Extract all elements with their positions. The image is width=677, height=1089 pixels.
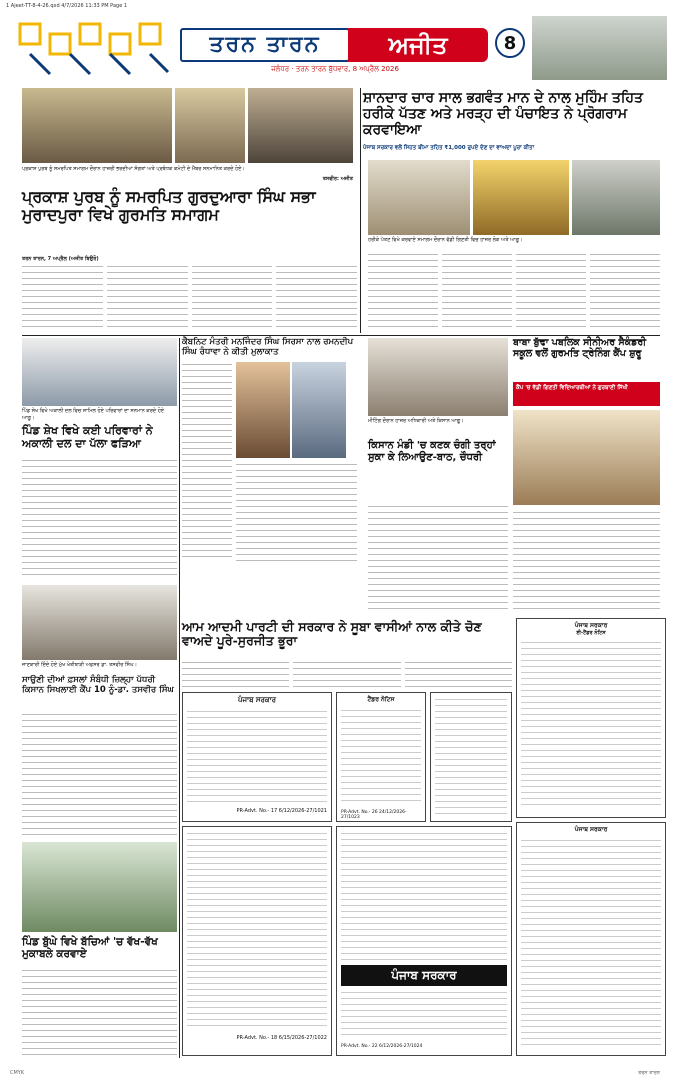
page-number: 8	[495, 28, 525, 58]
edition-dateline: ਜਲੰਧਰ · ਤਰਨ ਤਾਰਨ ਬੁੱਧਵਾਰ, 8 ਅਪ੍ਰੈਲ 2026	[271, 65, 399, 73]
masthead-title-band	[180, 28, 515, 62]
sports-photo	[22, 585, 177, 660]
lead-photo-caption: ਹਰੀਕੇ ਪੱਤਣ ਵਿਖੇ ਕਰਵਾਏ ਸਮਾਗਮ ਦੌਰਾਨ ਵੱਡੀ ਗਿਣਤੀ ਵਿਚ ਹਾਜ਼ਰ ਲੋਕ ਅਤੇ ਆਗੂ।	[368, 237, 523, 243]
baba-budha-photo	[513, 410, 660, 505]
pind-bugha-body-text	[22, 968, 177, 1056]
pind-shekh-body-text	[22, 458, 177, 580]
gurmat-body-text	[22, 264, 357, 332]
pind-shekh-headline: ਪਿੰਡ ਸ਼ੇਖ ਵਿਖੇ ਕਈ ਪਰਿਵਾਰਾਂ ਨੇ ਅਕਾਲੀ ਦਲ ਦਾ ਪੱਲਾ ਫੜਿਆ	[22, 424, 153, 450]
ad-1-pr-number: PR-Advt. No.- 17 6/12/2026-27/1021	[236, 808, 327, 814]
lead-body-text	[368, 252, 660, 332]
kisan-headline: ਕਿਸਾਨ ਮੰਡੀ 'ਚ ਕਣਕ ਚੰਗੀ ਤਰ੍ਹਾਂ ਸੁਕਾ ਕੇ ਲਿਆਉਣ-ਬਾਠ, ਚੌਧਰੀ	[368, 440, 496, 463]
gurdwara-photo-1	[22, 88, 172, 163]
ad-box-3	[430, 692, 512, 822]
pind-shekh-photo	[22, 338, 177, 406]
ad-box-5	[336, 826, 512, 1056]
cabinet-photo-2	[292, 362, 346, 458]
print-slug: 1 Ajeet-TT-8-4-26.qxd 4/7/2026 11:33 PM Page 1	[6, 3, 128, 9]
baba-budha-body-text	[513, 510, 660, 614]
cabinet-body-right	[236, 462, 357, 562]
right-notice-1-title: ਪੰਜਾਬ ਸਰਕਾਰ	[574, 622, 608, 629]
masthead-title-left: ਤਰਨ ਤਾਰਨ	[180, 28, 350, 62]
right-notice-1-sub: ਈ-ਟੈਂਡਰ ਨੋਟਿਸ	[576, 630, 606, 636]
masthead-title-right: ਅਜੀਤ	[348, 28, 488, 62]
pind-shekh-caption: ਪਿੰਡ ਸ਼ੇਖ ਵਿਖੇ ਅਕਾਲੀ ਦਲ ਵਿਚ ਸ਼ਾਮਿਲ ਹੋਏ ਪਰਿਵਾਰਾਂ ਦਾ ਸਨਮਾਨ ਕਰਦੇ ਹੋਏ ਆਗੂ।	[22, 408, 165, 421]
kisan-caption: ਮੀਟਿੰਗ ਦੌਰਾਨ ਹਾਜ਼ਰ ਅਧਿਕਾਰੀ ਅਤੇ ਕਿਸਾਨ ਆਗੂ।	[368, 418, 464, 424]
ad-2-title: ਟੈਂਡਰ ਨੋਟਿਸ	[367, 696, 395, 703]
right-notice-2-title: ਪੰਜਾਬ ਸਰਕਾਰ	[574, 826, 608, 833]
aap-body-text	[182, 660, 512, 690]
baba-budha-headline: ਬਾਬਾ ਬੁੱਢਾ ਪਬਲਿਕ ਸੀਨੀਅਰ ਸੈਕੰਡਰੀ ਸਕੂਲ ਵਲੋਂ ਗੁਰਮਤਿ ਟ੍ਰੇਨਿੰਗ ਕੈਂਪ ਸ਼ੁਰੂ	[513, 337, 647, 359]
gurmat-headline: ਪ੍ਰਕਾਸ਼ ਪੁਰਬ ਨੂੰ ਸਮਰਪਿਤ ਗੁਰਦੁਆਰਾ ਸਿੰਘ ਸਭਾ ਮੁਰਾਦਪੁਰਾ ਵਿਖੇ ਗੁਰਮਤਿ ਸਮਾਗਮ	[22, 187, 316, 225]
kisan-body-text	[368, 504, 508, 614]
ad-box-4	[182, 826, 332, 1056]
sports-caption: ਜਾਣਕਾਰੀ ਦਿੰਦੇ ਹੋਏ ਮੁੱਖ ਖੇਤੀਬਾੜੀ ਅਫ਼ਸਰ ਡਾ. ਤਸਵੀਰ ਸਿੰਘ।	[22, 662, 137, 668]
footer-left: CMYK	[10, 1070, 25, 1076]
ad-box-2	[336, 692, 426, 822]
ad-5-title: ਪੰਜਾਬ ਸਰਕਾਰ	[341, 965, 507, 986]
gurdwara-photo-2	[175, 88, 245, 163]
sports-headline: ਸਾਉਣੀ ਦੀਆਂ ਫ਼ਸਲਾਂ ਸੰਬੰਧੀ ਜ਼ਿਲ੍ਹਾ ਪੱਧਰੀ ਕਿਸਾਨ ਸਿਖਲਾਈ ਕੈਂਪ 10 ਨੂੰ-ਡਾ. ਤਸਵੀਰ ਸਿੰਘ	[22, 675, 174, 695]
footer-right: ਤਰਨ ਤਾਰਨ	[638, 1070, 660, 1076]
masthead	[10, 14, 667, 84]
top-left-credit: ਤਸਵੀਰ: ਅਜੀਤ	[322, 176, 353, 182]
pind-bugha-headline: ਪਿੰਡ ਬੁੱਘੇ ਵਿਖੇ ਬੱਚਿਆਂ 'ਚ ਵੱਖ-ਵੱਖ ਮੁਕਾਬਲੇ ਕਰਵਾਏ	[22, 936, 158, 961]
column-divider	[179, 338, 180, 1058]
masthead-photo	[532, 16, 667, 80]
ad-2-pr-number: PR-Advt. No.- 26 24/12/2026-27/1023	[341, 810, 407, 820]
gurmat-dateline: ਤਰਨ ਤਾਰਨ, 7 ਅਪ੍ਰੈਲ (ਅਜੀਤ ਬਿਉਰੋ)	[22, 256, 99, 262]
row-divider	[22, 335, 660, 336]
kisan-photo	[368, 338, 508, 416]
aap-headline: ਆਮ ਆਦਮੀ ਪਾਰਟੀ ਦੀ ਸਰਕਾਰ ਨੇ ਸੂਬਾ ਵਾਸੀਆਂ ਨਾਲ ਕੀਤੇ ਚੋਣ ਵਾਅਦੇ ਪੂਰੇ-ਸੁਰਜੀਤ ਭੂਰਾ	[182, 619, 482, 649]
cabinet-headline: ਕੈਬਨਿਟ ਮੰਤਰੀ ਮਨਜਿੰਦਰ ਸਿੰਘ ਸਿਰਸਾ ਨਾਲ ਰਮਨਦੀਪ ਸਿੰਘ ਰੰਧਾਵਾ ਨੇ ਕੀਤੀ ਮੁਲਾਕਾਤ	[182, 337, 354, 357]
top-left-caption: ਪ੍ਰਕਾਸ਼ ਪੁਰਬ ਨੂੰ ਸਮਰਪਿਤ ਸਮਾਗਮ ਦੌਰਾਨ ਹਾਜ਼ਰੀ ਭਰਦੀਆਂ ਸੰਗਤਾਂ ਅਤੇ ਪ੍ਰਬੰਧਕ ਕਮੇਟੀ ਦੇ ਮੈਂਬਰ ਸਨਮਾਨਿਤ ਕਰਦੇ ਹੋਏ।	[22, 166, 245, 172]
ad-box-1	[182, 692, 332, 822]
lead-photo-3	[572, 160, 660, 235]
ad-5-pr-number: PR-Advt. No.- 22 6/12/2026-27/1024	[341, 1044, 423, 1049]
pind-bugha-photo	[22, 842, 177, 932]
cabinet-body-left	[182, 362, 232, 562]
baba-budha-subhead: ਕੈਂਪ 'ਚ ਵੱਡੀ ਗਿਣਤੀ ਵਿਦਿਆਰਥੀਆਂ ਨੇ ਗੁਰਬਾਣੀ ਸਿੱਖੀ	[513, 382, 660, 406]
right-notice-1	[516, 618, 666, 818]
lead-subhead: ਪੰਜਾਬ ਸਰਕਾਰ ਵਲੋਂ ਸਿਹਤ ਬੀਮਾ ਤਹਿਤ ₹1,000 ਰੁਪਏ ਦੇਣ ਦਾ ਵਾਅਦਾ ਪੂਰਾ ਕੀਤਾ	[363, 145, 535, 151]
gurdwara-photo-3	[248, 88, 353, 163]
lead-headline: ਸ਼ਾਨਦਾਰ ਚਾਰ ਸਾਲ ਭਗਵੰਤ ਮਾਨ ਦੇ ਨਾਲ ਮੁਹਿੰਮ ਤਹਿਤ ਹਰੀਕੇ ਪੱਤਣ ਅਤੇ ਮਰੜ੍ਹ ਦੀ ਪੰਚਾਇਤ ਨੇ ਪ੍ਰੋਗਰਾਮ ਕਰਵਾਇਆ	[363, 90, 643, 139]
masthead-pattern-left	[10, 14, 170, 84]
sports-body-text	[22, 712, 177, 838]
lead-photo-2	[473, 160, 569, 235]
ad-4-pr-number: PR-Advt. No.- 18 6/15/2026-27/1022	[236, 1035, 327, 1041]
column-divider	[360, 88, 361, 333]
lead-photo-1	[368, 160, 470, 235]
cabinet-photo-1	[236, 362, 290, 458]
right-notice-2	[516, 822, 666, 1056]
ad-1-title: ਪੰਜਾਬ ਸਰਕਾਰ	[237, 696, 276, 704]
